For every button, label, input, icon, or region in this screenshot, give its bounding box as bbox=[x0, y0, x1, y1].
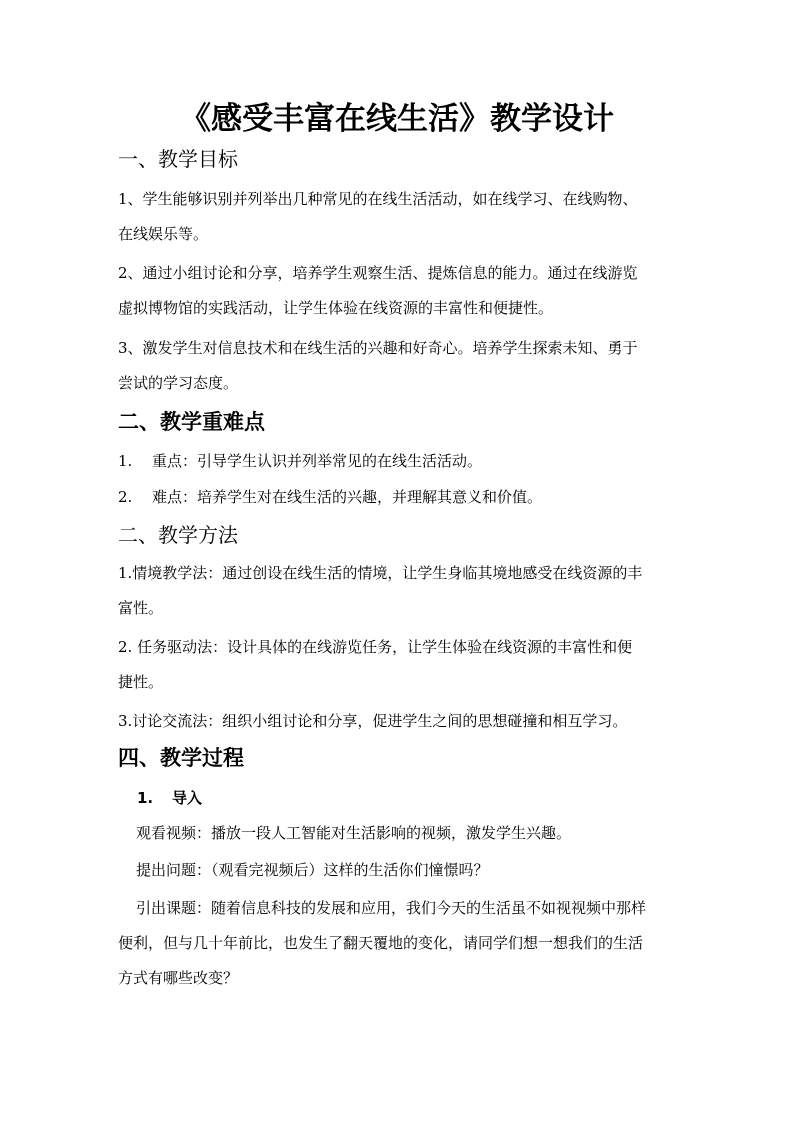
goal-item-3 bbox=[118, 331, 678, 401]
method-item-2-line-1: 2. 任务驱动法：设计具体的在线游览任务，让学生体验在线资源的丰富性和便 bbox=[118, 638, 633, 656]
document-title: 《感受丰富在线生活》教学设计 bbox=[180, 101, 614, 137]
process-paragraph-question-line-1: 提出问题：（观看完视频后）这样的生活你们憧憬吗？ bbox=[136, 861, 489, 879]
method-item-1 bbox=[118, 556, 678, 626]
process-paragraph-topic bbox=[118, 891, 678, 996]
goal-item-2-line-1: 2、通过小组讨论和分享，培养学生观察生活、提炼信息的能力。通过在线游览 bbox=[118, 264, 638, 282]
process-paragraph-video bbox=[136, 816, 696, 851]
goal-item-1 bbox=[118, 182, 678, 252]
goal-item-2 bbox=[118, 256, 678, 326]
method-item-2 bbox=[118, 630, 678, 700]
process-step-1-label: 导入 bbox=[172, 789, 203, 807]
process-paragraph-video-line-1: 观看视频：播放一段人工智能对生活影响的视频，激发学生兴趣。 bbox=[136, 824, 572, 842]
process-step-1-number: 1. bbox=[137, 789, 154, 807]
goal-item-2-line-2: 虚拟博物馆的实践活动，让学生体验在线资源的丰富性和便捷性。 bbox=[118, 299, 554, 317]
process-paragraph-question bbox=[136, 853, 696, 888]
key-point-item-1-number: 1. bbox=[118, 452, 133, 470]
method-item-1-line-2: 富性。 bbox=[118, 599, 164, 617]
goal-item-1-line-1: 1、学生能够识别并列举出几种常见的在线生活活动，如在线学习、在线购物、 bbox=[118, 190, 638, 208]
goal-item-3-line-1: 3、激发学生对信息技术和在线生活的兴趣和好奇心。培养学生探索未知、勇于 bbox=[118, 339, 638, 357]
section-heading-key-points: 二、教学重难点 bbox=[118, 410, 265, 434]
process-paragraph-topic-line-3: 方式有哪些改变？ bbox=[118, 969, 239, 987]
key-point-item-1 bbox=[118, 444, 678, 479]
key-point-item-2-text: 难点：培养学生对在线生活的兴趣，并理解其意义和价值。 bbox=[152, 488, 543, 506]
section-heading-goals: 一、教学目标 bbox=[118, 147, 238, 171]
key-point-item-1-text: 重点：引导学生认识并列举常见的在线生活活动。 bbox=[152, 452, 483, 470]
section-heading-process: 四、教学过程 bbox=[118, 746, 244, 770]
goal-item-1-line-2: 在线娱乐等。 bbox=[118, 225, 209, 243]
key-point-item-2-number: 2. bbox=[118, 488, 133, 506]
process-paragraph-topic-line-1: 引出课题：随着信息科技的发展和应用，我们今天的生活虽不如视视频中那样 bbox=[136, 899, 647, 917]
method-item-3-line-1: 3.讨论交流法：组织小组讨论和分享，促进学生之间的思想碰撞和相互学习。 bbox=[118, 712, 628, 730]
method-item-1-line-1: 1.情境教学法：通过创设在线生活的情境，让学生身临其境地感受在线资源的丰 bbox=[118, 564, 643, 582]
process-step-1 bbox=[137, 783, 202, 813]
method-item-3 bbox=[118, 704, 678, 739]
method-item-2-line-2: 捷性。 bbox=[118, 673, 164, 691]
process-paragraph-topic-line-2: 便利，但与几十年前比，也发生了翻天覆地的变化，请同学们想一想我们的生活 bbox=[118, 934, 644, 952]
key-point-item-2 bbox=[118, 480, 678, 515]
goal-item-3-line-2: 尝试的学习态度。 bbox=[118, 374, 239, 392]
section-heading-methods: 二、教学方法 bbox=[118, 523, 238, 547]
